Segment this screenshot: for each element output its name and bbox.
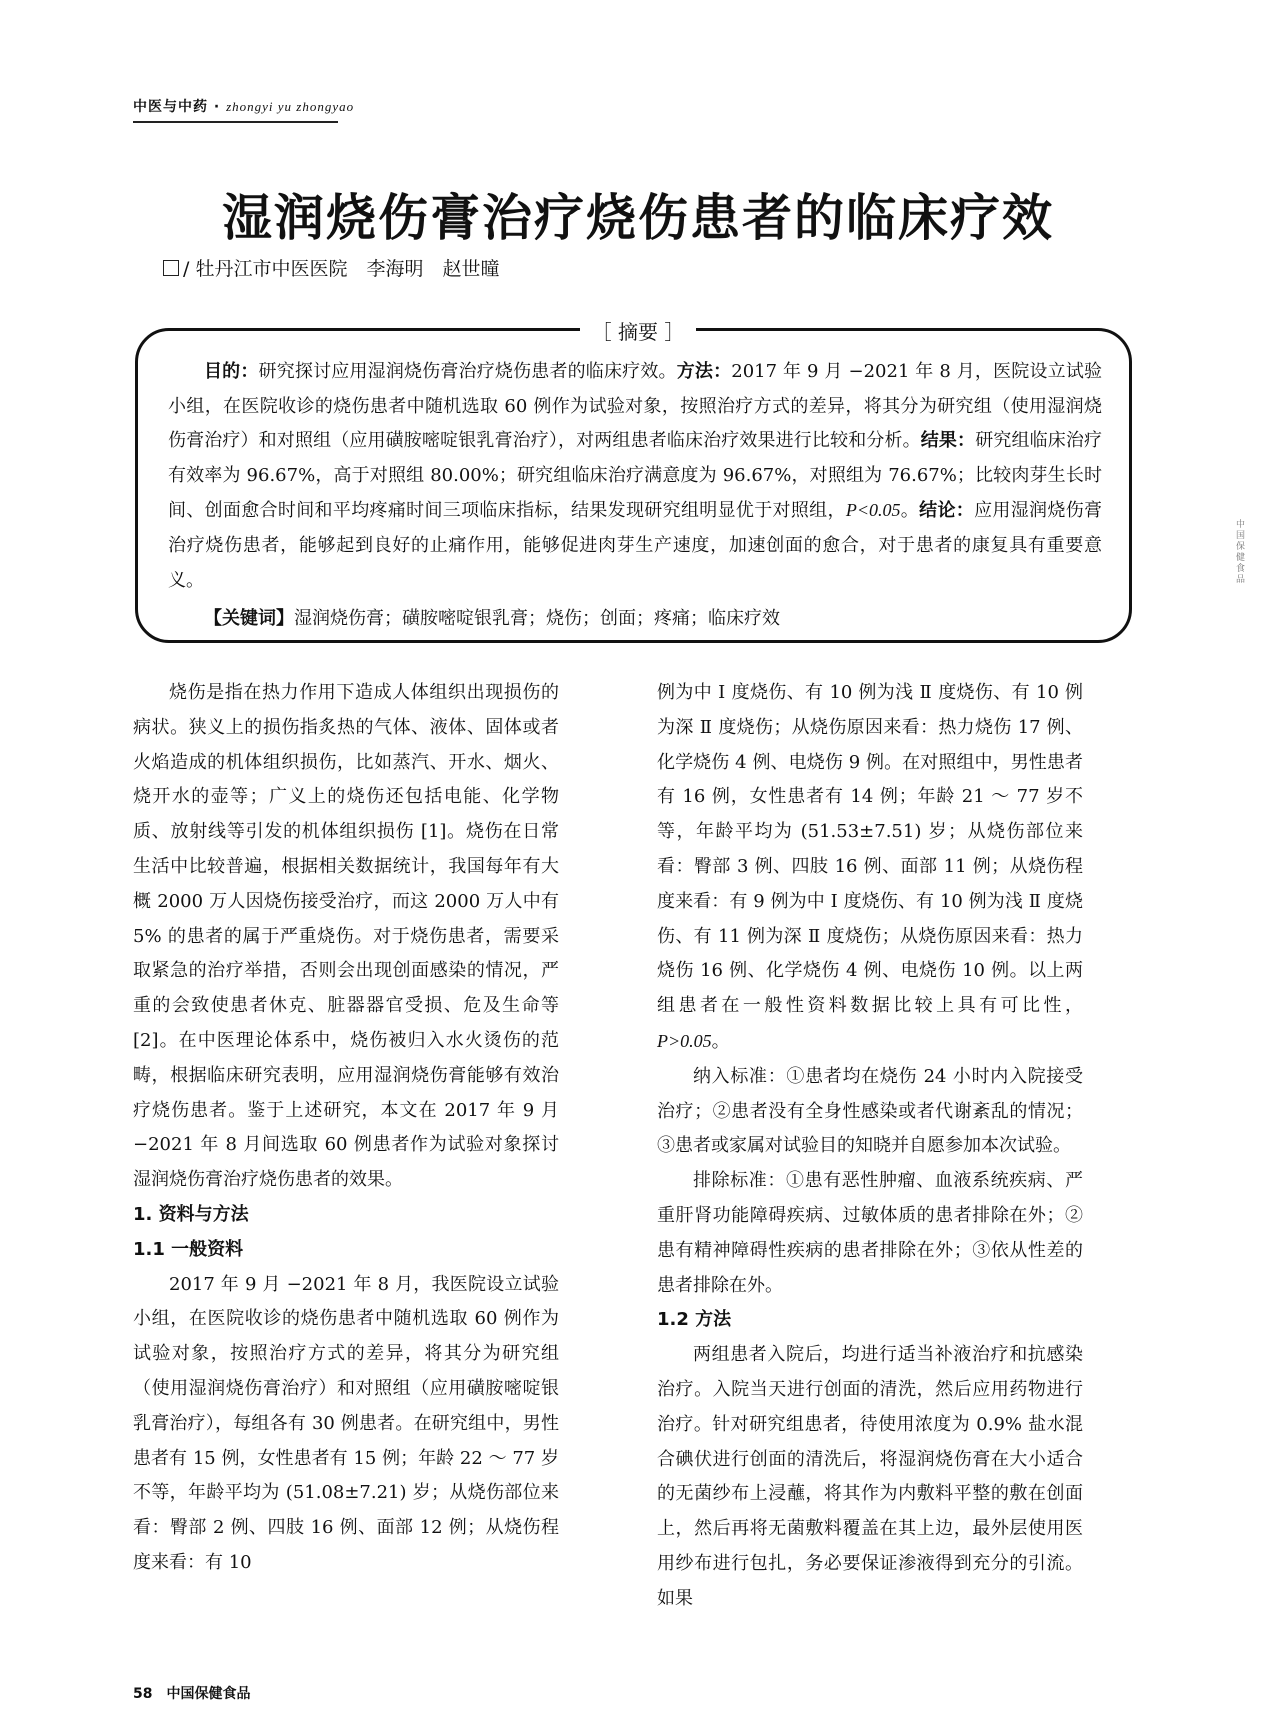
left-column [133, 676, 559, 1581]
section-pinyin: zhongyi yu zhongyao [226, 99, 355, 114]
section-heading-1: 1. 资料与方法 [133, 1203, 249, 1225]
header-rule [133, 121, 338, 123]
keywords [168, 602, 1102, 637]
general-data-paragraph: 2017 年 9 月 −2021 年 8 月，我医院设立试验小组，在医院收诊的烧伤患者中随机选取 60 例作为试验对象，按照治疗方式的差异，将其分为研究组（使用湿润烧伤膏治疗）和对照组（应用磺胺嘧啶银乳膏治疗），每组各有 30 例患者。在研究组中，男性患者有 15 例，女性患者有 15 例；年龄 22 ～ 77 岁不等，年龄平均为 (51.08±7.21) 岁；从烧伤部位来看：臀部 2 例、四肢 16 例、面部 12 例；从烧伤程度来看：有 10 [133, 1273, 559, 1573]
general-data-continued [657, 676, 1083, 1060]
abstract-paragraph [168, 355, 1102, 598]
abstract-method-label: 方法： [676, 361, 732, 382]
abstract-label: ［ 摘要 ］ [580, 320, 697, 344]
abstract-result-label: 结果： [920, 430, 976, 452]
abstract-objective-label: 目的： [204, 361, 259, 382]
intro-paragraph: 烧伤是指在热力作用下造成人体组织出现损伤的病状。狭义上的损伤指炙热的气体、液体、固体或者火焰造成的机体组织损伤，比如蒸汽、开水、烟火、烧开水的壶等；广义上的烧伤还包括电能、化学物质、放射线等引发的机体组织损伤 [1]。烧伤在日常生活中比较普遍，根据相关数据统计，我国每年有大概 2000 万人因烧伤接受治疗，而这 2000 万人中有 5% 的患者的属于严重烧伤。对于烧伤患者，需要采取紧急的治疗举措，否则会出现创面感染的情况，严重的会致使患者休克、脏器器官受损、危及生命等 [2]。在中医理论体系中，烧伤被归入水火烫伤的范畴，根据临床研究表明，应用湿润烧伤膏能够有效治疗烧伤患者。鉴于上述研究，本文在 2017 年 9 月 −2021 年 8 月间选取 60 例患者作为试验对象探讨湿润烧伤膏治疗烧伤患者的效果。 [133, 682, 559, 1191]
general-data-p-value: P>0.05 [657, 1030, 712, 1051]
author-line: / 牡丹江市中医医院 李海明 赵世曈 [163, 254, 499, 281]
abstract-body [168, 355, 1102, 637]
keywords-list: 湿润烧伤膏；磺胺嘧啶银乳膏；烧伤；创面；疼痛；临床疗效 [294, 608, 780, 630]
general-data-text: 例为中 Ⅰ 度烧伤、有 10 例为浅 Ⅱ 度烧伤、有 10 例为深 Ⅱ 度烧伤；从烧伤原因来看：热力烧伤 17 例、化学烧伤 4 例、电烧伤 9 例。在对照组中，男性患者有 16 例，女性患者有 14 例；年龄 21 ～ 77 岁不等，年龄平均为 (51.53±7.51) 岁；从烧伤部位来看：臀部 3 例、四肢 16 例、面部 11 例；从烧伤程度来看：有 9 例为中 Ⅰ 度烧伤、有 10 例为浅 Ⅱ 度烧伤、有 11 例为深 Ⅱ 度烧伤；从烧伤原因来看：热力烧伤 16 例、化学烧伤 4 例、电烧伤 10 例。以上两组患者在一般性资料数据比较上具有可比性， [657, 682, 1083, 1017]
keywords-label: 【关键词】 [204, 608, 294, 630]
subsection-heading-1-1: 1.1 一般资料 [133, 1238, 244, 1260]
exclusion-criteria: 排除标准：①患有恶性肿瘤、血液系统疾病、严重肝肾功能障碍疾病、过敏体质的患者排除在外；②患有精神障碍性疾病的患者排除在外；③依从性差的患者排除在外。 [657, 1170, 1083, 1296]
subsection-heading-1-2: 1.2 方法 [657, 1309, 732, 1331]
abstract-period: 。 [900, 500, 920, 522]
abstract-label-wrap [0, 316, 1276, 345]
section-name: 中医与中药 [133, 99, 208, 115]
article-title: 湿润烧伤膏治疗烧伤患者的临床疗效 [222, 189, 1054, 247]
inclusion-criteria: 纳入标准：①患者均在烧伤 24 小时内入院接受治疗；②患者没有全身性感染或者代谢紊乱的情况；③患者或家属对试验目的知晓并自愿参加本次试验。 [657, 1065, 1083, 1157]
running-header: 中医与中药 · zhongyi yu zhongyao [133, 99, 355, 115]
abstract-objective: 研究探讨应用湿润烧伤膏治疗烧伤患者的临床疗效。 [258, 361, 677, 382]
side-watermark: 中国保健食品 [1236, 520, 1246, 585]
general-data-period: 。 [711, 1030, 730, 1052]
square-icon [163, 260, 179, 276]
abstract-result: 研究组临床治疗有效率为 96.67%，高于对照组 80.00%；研究组临床治疗满意度为 96.67%，对照组为 76.67%；比较肉芽生长时间、创面愈合时间和平均疼痛时间三项临床指标，结果发现研究组明显优于对照组， [168, 430, 1103, 522]
abstract-p-value: P<0.05 [845, 500, 901, 521]
right-column [657, 676, 1083, 1617]
abstract-conclusion: 应用湿润烧伤膏治疗烧伤患者，能够起到良好的止痛作用，能够促进肉芽生产速度，加速创面的愈合，对于患者的康复具有重要意义。 [168, 500, 1103, 591]
abstract-method: 2017 年 9 月 −2021 年 8 月，医院设立试验小组，在医院收诊的烧伤患者中随机选取 60 例作为试验对象，按照治疗方式的差异，将其分为研究组（使用湿润烧伤膏治疗）和对照组（应用磺胺嘧啶银乳膏治疗），对两组患者临床治疗效果进行比较和分析。 [168, 361, 1103, 452]
page-footer [133, 1683, 250, 1703]
author-names: 牡丹江市中医医院 李海明 赵世曈 [195, 258, 500, 280]
abstract-conclusion-label: 结论： [919, 500, 975, 522]
method-paragraph: 两组患者入院后，均进行适当补液治疗和抗感染治疗。入院当天进行创面的清洗，然后应用药物进行治疗。针对研究组患者，待使用浓度为 0.9% 盐水混合碘伏进行创面的清洗后，将湿润烧伤膏在大小适合的无菌纱布上浸蘸，将其作为内敷料平整的敷在创面上，然后再将无菌敷料覆盖在其上边，最外层使用医用纱布进行包扎，务必要保证渗液得到充分的引流。如果 [657, 1344, 1083, 1609]
journal-name: 中国保健食品 [166, 1686, 251, 1702]
page-number: 58 [133, 1686, 153, 1702]
